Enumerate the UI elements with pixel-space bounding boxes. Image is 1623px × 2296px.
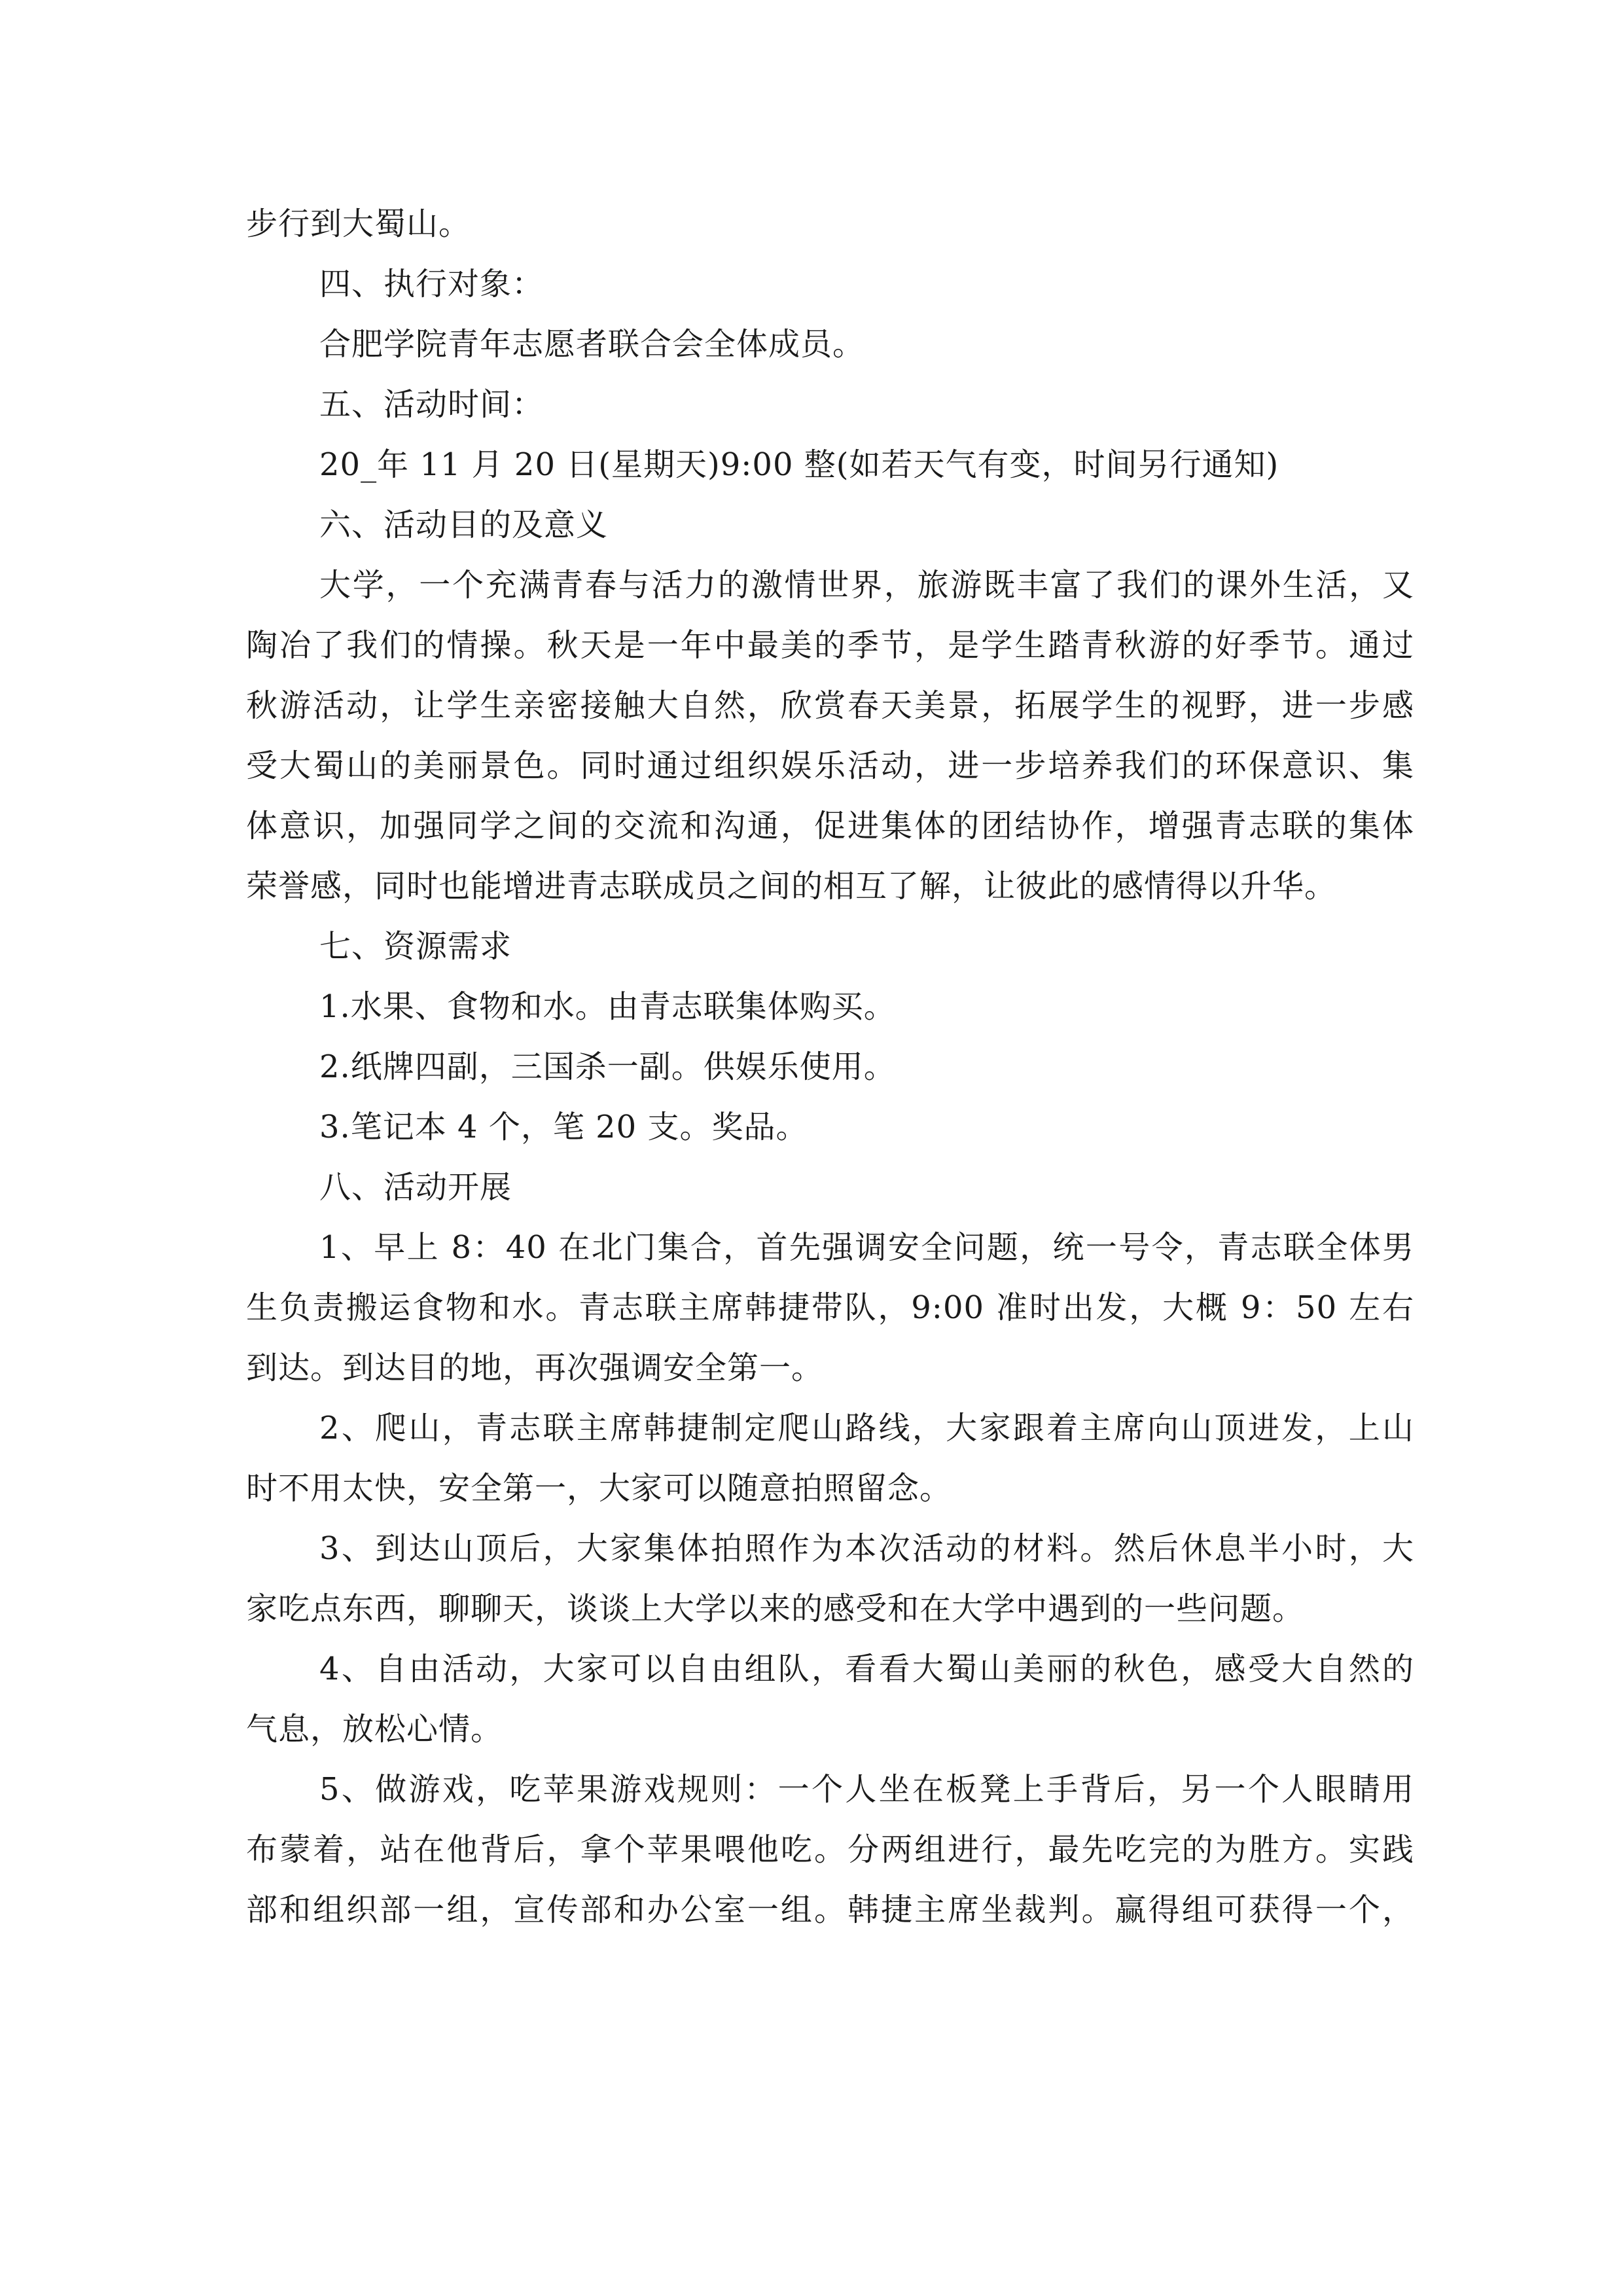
text-line: 步行到大蜀山。 (246, 206, 471, 242)
section-heading-purpose: 六、活动目的及意义 (319, 507, 609, 543)
text-line: 布蒙着，站在他背后，拿个苹果喂他吃。分两组进行，最先吃完的为胜方。实践 (246, 1831, 1414, 1868)
list-item: 2.纸牌四副，三国杀一副。供娱乐使用。 (319, 1049, 896, 1085)
text-line: 秋游活动，让学生亲密接触大自然，欣赏春天美景，拓展学生的视野，进一步感 (246, 687, 1414, 724)
document-page (246, 194, 1414, 1940)
section-heading-time: 五、活动时间： (319, 386, 544, 423)
text-line: 陶冶了我们的情操。秋天是一年中最美的季节，是学生踏青秋游的好季节。通过 (246, 627, 1414, 664)
list-item: 3.笔记本 4 个，笔 20 支。奖品。 (319, 1109, 808, 1145)
text-line: 到达。到达目的地，再次强调安全第一。 (246, 1350, 824, 1386)
text-line: 2、爬山，青志联主席韩捷制定爬山路线，大家跟着主席向山顶进发，上山 (319, 1410, 1414, 1446)
text-line: 荣誉感，同时也能增进青志联成员之间的相互了解，让彼此的感情得以升华。 (246, 868, 1337, 905)
text-line: 受大蜀山的美丽景色。同时通过组织娱乐活动，进一步培养我们的环保意识、集 (246, 747, 1414, 784)
list-item: 1.水果、食物和水。由青志联集体购买。 (319, 988, 896, 1025)
text-line: 5、做游戏，吃苹果游戏规则：一个人坐在板凳上手背后，另一个人眼睛用 (319, 1771, 1414, 1808)
section-heading-targets: 四、执行对象： (319, 266, 544, 302)
text-line: 家吃点东西，聊聊天，谈谈上大学以来的感受和在大学中遇到的一些问题。 (246, 1590, 1305, 1627)
text-line: 气息，放松心情。 (246, 1711, 503, 1748)
text-line: 时不用太快，安全第一，大家可以随意拍照留念。 (246, 1470, 952, 1507)
text-line: 1、早上 8：40 在北门集合，首先强调安全问题，统一号令，青志联全体男 (319, 1229, 1414, 1266)
text-line: 体意识，加强同学之间的交流和沟通，促进集体的团结协作，增强青志联的集体 (246, 808, 1414, 844)
section-heading-resources: 七、资源需求 (319, 928, 512, 965)
text-line: 合肥学院青年志愿者联合会全体成员。 (319, 326, 865, 363)
text-line: 4、自由活动，大家可以自由组队，看看大蜀山美丽的秋色，感受大自然的 (319, 1651, 1414, 1687)
text-line: 3、到达山顶后，大家集体拍照作为本次活动的材料。然后休息半小时，大 (319, 1530, 1414, 1567)
text-line: 20_年 11 月 20 日(星期天)9:00 整(如若天气有变，时间另行通知) (319, 446, 1279, 483)
text-line: 生负责搬运食物和水。青志联主席韩捷带队，9:00 准时出发，大概 9：50 左右 (246, 1289, 1414, 1326)
text-line: 大学，一个充满青春与活力的激情世界，旅游既丰富了我们的课外生活，又 (319, 567, 1414, 603)
text-line: 部和组织部一组，宣传部和办公室一组。韩捷主席坐裁判。赢得组可获得一个， (246, 1892, 1414, 1928)
section-heading-activities: 八、活动开展 (319, 1169, 512, 1206)
